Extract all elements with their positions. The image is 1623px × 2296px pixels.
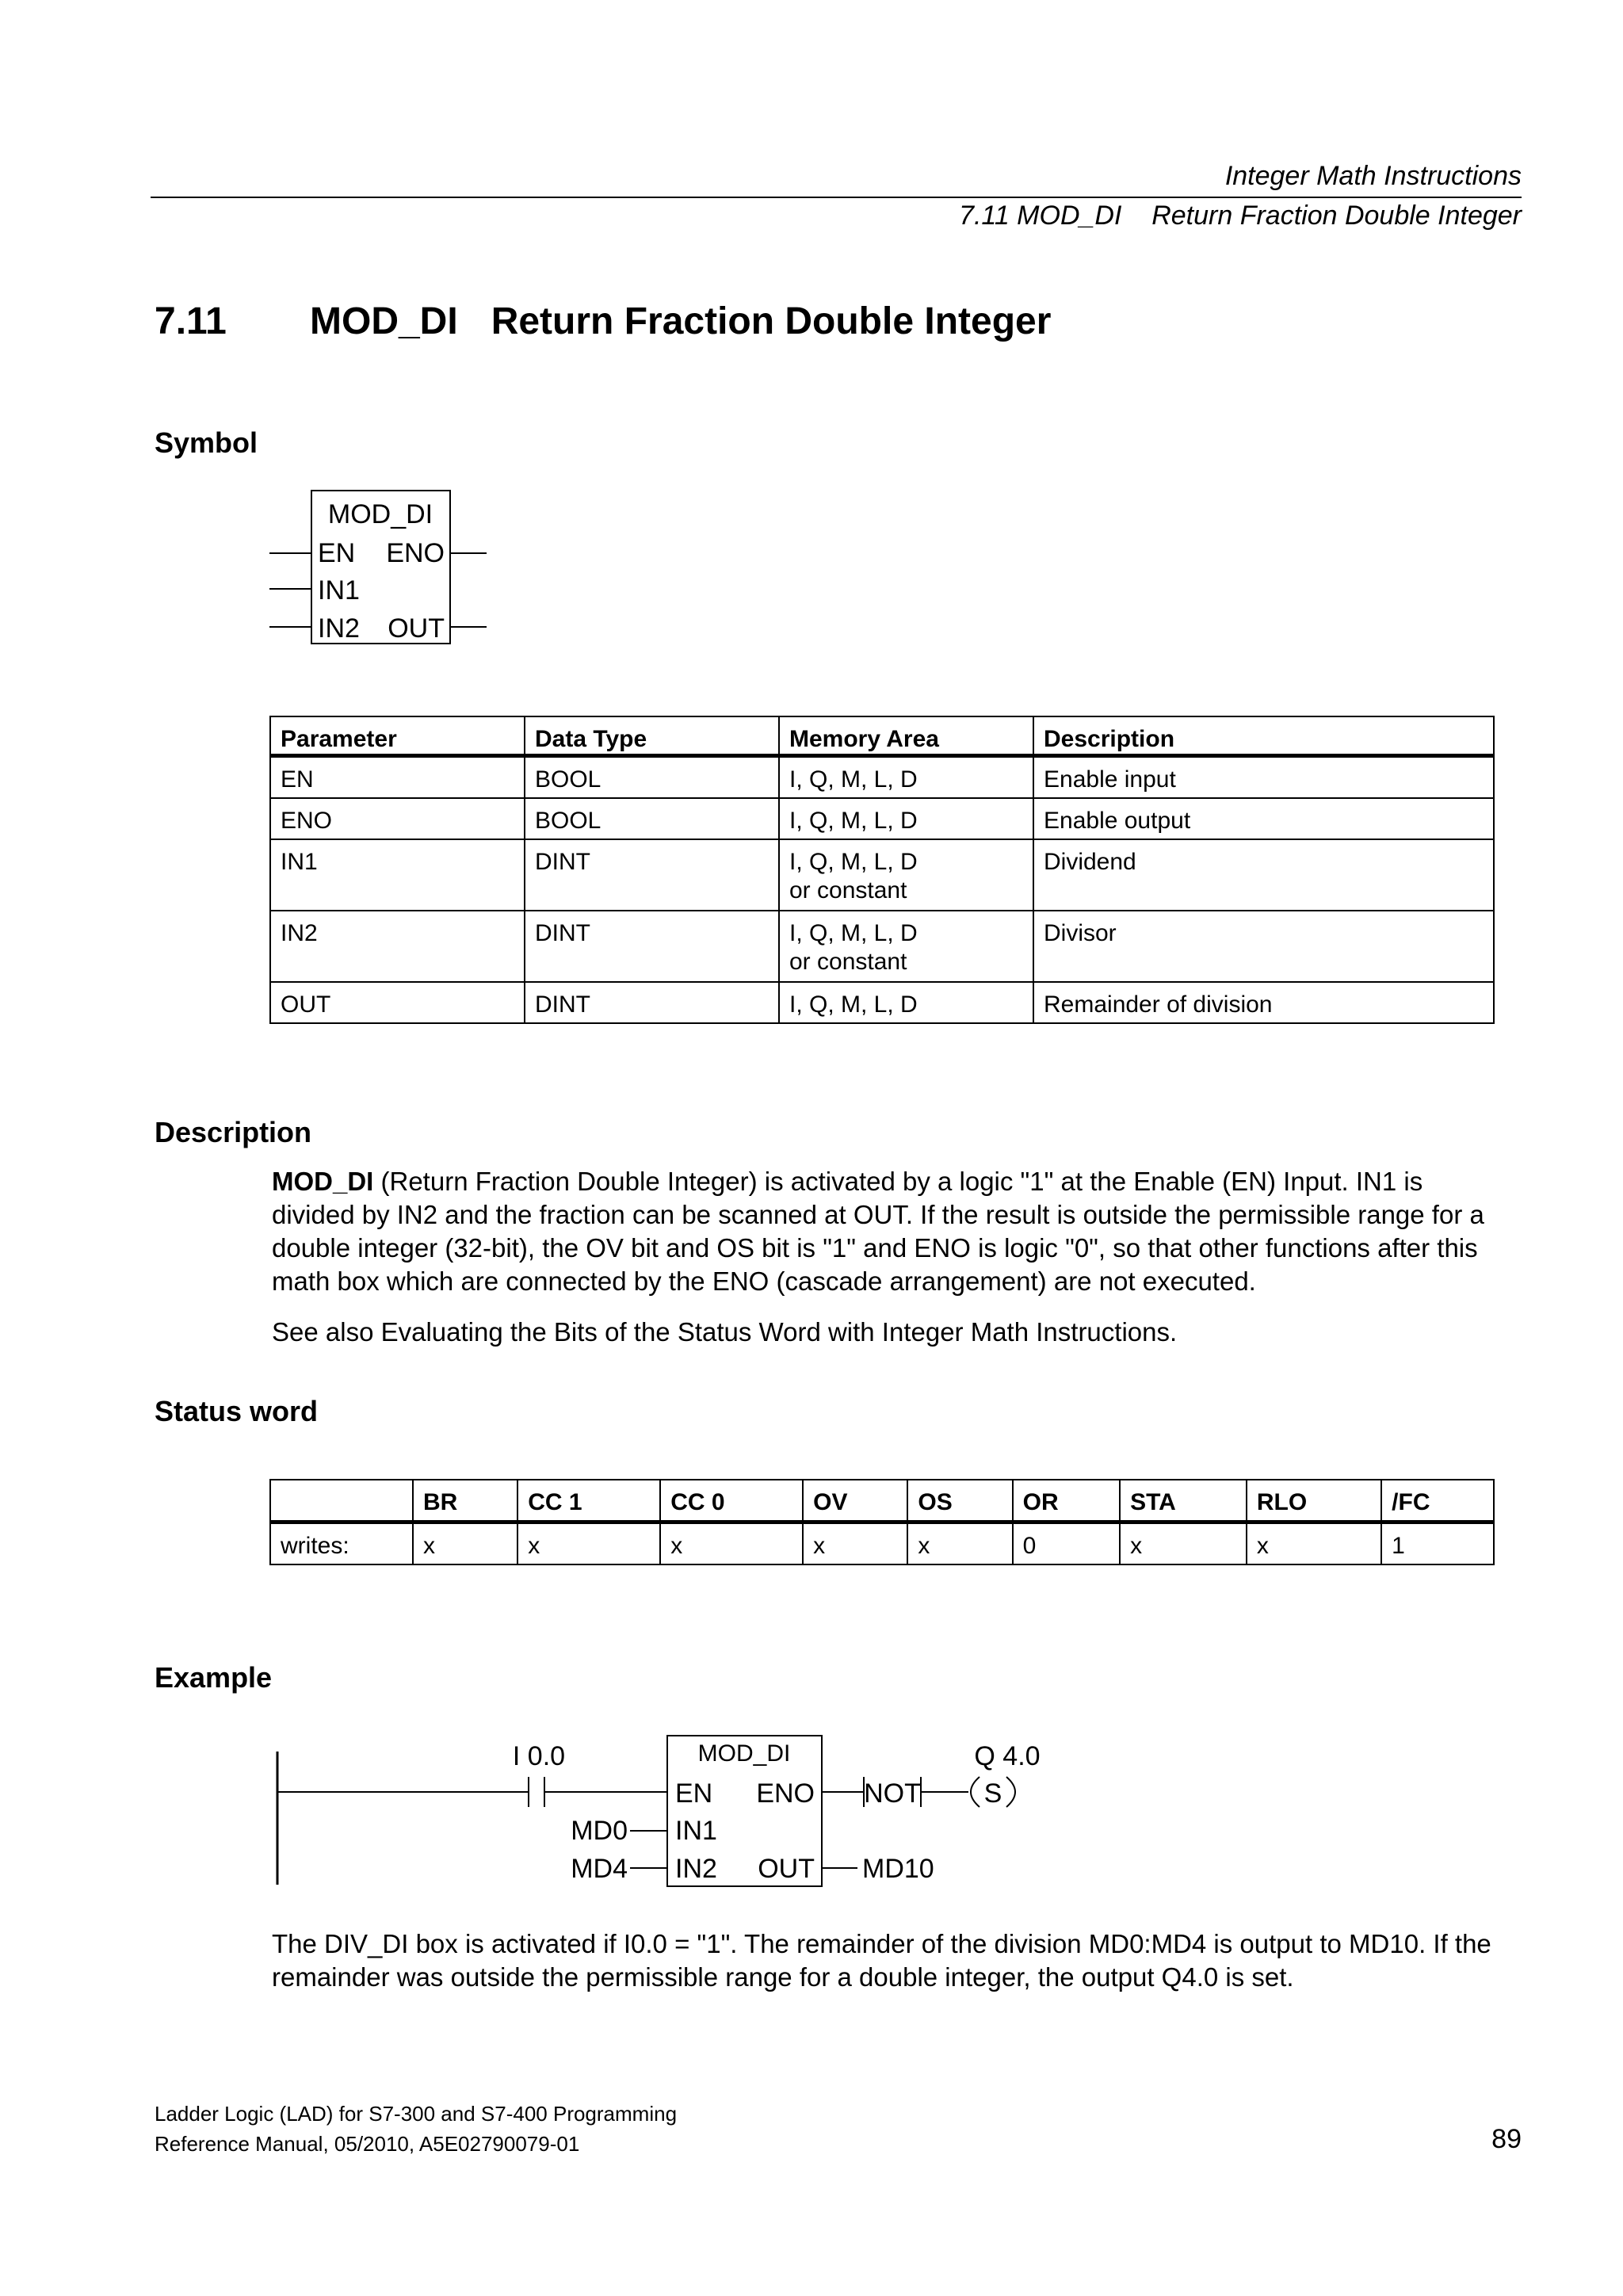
- description-heading: Description: [155, 1116, 312, 1148]
- title-name: Return Fraction Double Integer: [491, 300, 1052, 342]
- parameter-table-cell: I, Q, M, L, D: [779, 756, 1033, 799]
- status-word-cell: 0: [1013, 1522, 1120, 1565]
- parameter-table-header-cell: Memory Area: [779, 716, 1033, 756]
- parameter-table-cell: Divisor: [1033, 911, 1494, 982]
- parameter-table: [269, 716, 1495, 1024]
- coil-right-arc: [1006, 1777, 1015, 1807]
- parameter-table-cell: IN2: [270, 911, 525, 982]
- description-see-also: See also Evaluating the Bits of the Status Word with Integer Math Instructions.: [272, 1317, 1178, 1347]
- coil-left-arc: [971, 1777, 980, 1807]
- status-word-header-row: [270, 1480, 1494, 1522]
- parameter-table-cell: I, Q, M, L, D or constant: [779, 911, 1033, 982]
- parameter-table-cell: BOOL: [525, 798, 779, 839]
- symbol-pin-in2: IN2: [318, 613, 360, 644]
- description-text: (Return Fraction Double Integer) is activated by a logic "1" at the Enable (EN) Input. IN1 is divided by IN2 and the fraction can be scanned at OUT. If the result is outside the permissible range for a double integer (32-bit), the OV bit and OS bit is "1" and ENO is logic "0", so that other functions after this math box which are connected by the ENO (cascade arrangement) are not executed.: [272, 1167, 1484, 1296]
- description-paragraph: [272, 1165, 1508, 1298]
- parameter-table-row: [270, 911, 1494, 982]
- status-word-cell: x: [660, 1522, 803, 1565]
- example-pin-in1: IN1: [675, 1816, 717, 1846]
- coil-type: S: [983, 1778, 1002, 1809]
- parameter-table-cell: OUT: [270, 982, 525, 1023]
- footer-line2: Reference Manual, 05/2010, A5E02790079-01: [155, 2132, 580, 2156]
- status-word-cell: x: [517, 1522, 660, 1565]
- status-word-header-cell: BR: [413, 1480, 517, 1522]
- contact-address: I 0.0: [512, 1741, 566, 1771]
- symbol-diagram: [262, 483, 499, 654]
- status-word-cell: x: [413, 1522, 517, 1565]
- parameter-table-cell: DINT: [525, 911, 779, 982]
- running-header-section: 7.11 MOD_DI Return Fraction Double Integer: [959, 201, 1522, 231]
- symbol-pin-out: OUT: [388, 613, 445, 644]
- status-word-cell: x: [803, 1522, 907, 1565]
- running-header-chapter: Integer Math Instructions: [1224, 161, 1522, 191]
- parameter-table-cell: I, Q, M, L, D: [779, 982, 1033, 1023]
- status-word-cell: x: [1247, 1522, 1381, 1565]
- parameter-table-cell: EN: [270, 756, 525, 799]
- not-label: NOT: [864, 1778, 921, 1809]
- symbol-box-title: MOD_DI: [327, 499, 433, 529]
- in2-operand: MD4: [571, 1854, 628, 1884]
- parameter-table-cell: DINT: [525, 982, 779, 1023]
- parameter-table-cell: I, Q, M, L, D: [779, 798, 1033, 839]
- symbol-pin-eno: ENO: [386, 538, 445, 568]
- parameter-table-cell: I, Q, M, L, D or constant: [779, 839, 1033, 911]
- coil-address: Q 4.0: [974, 1741, 1041, 1771]
- page-number: 89: [1491, 2124, 1522, 2154]
- title-code: MOD_DI: [310, 300, 458, 342]
- status-word-header-cell: OV: [803, 1480, 907, 1522]
- status-word-table: [269, 1479, 1495, 1565]
- page-title: [155, 300, 1051, 343]
- parameter-table-header-row: [270, 716, 1494, 756]
- example-heading: Example: [155, 1661, 273, 1694]
- symbol-pin-in1: IN1: [318, 575, 360, 606]
- example-pin-en: EN: [675, 1778, 713, 1809]
- parameter-table-cell: Enable output: [1033, 798, 1494, 839]
- parameter-table-cell: Dividend: [1033, 839, 1494, 911]
- parameter-table-row: [270, 798, 1494, 839]
- status-word-header-cell: OR: [1013, 1480, 1120, 1522]
- status-word-cell: x: [907, 1522, 1012, 1565]
- status-word-cell: writes:: [270, 1522, 413, 1565]
- status-word-header-cell: RLO: [1247, 1480, 1381, 1522]
- status-word-header-cell: STA: [1120, 1480, 1247, 1522]
- footer-line1: Ladder Logic (LAD) for S7-300 and S7-400 Programming: [155, 2102, 678, 2126]
- parameter-table-cell: IN1: [270, 839, 525, 911]
- status-word-writes-row: [270, 1522, 1494, 1565]
- example-pin-out: OUT: [758, 1854, 815, 1884]
- status-word-cell: 1: [1381, 1522, 1494, 1565]
- parameter-table-header-cell: Parameter: [270, 716, 525, 756]
- out-operand: MD10: [862, 1854, 934, 1884]
- parameter-table-row: [270, 756, 1494, 799]
- parameter-table-row: [270, 982, 1494, 1023]
- in1-operand: MD0: [571, 1816, 628, 1846]
- status-word-header-cell: OS: [907, 1480, 1012, 1522]
- status-word-header-cell: [270, 1480, 413, 1522]
- parameter-table-header-cell: Data Type: [525, 716, 779, 756]
- parameter-table-header-cell: Description: [1033, 716, 1494, 756]
- example-box-title: MOD_DI: [697, 1740, 791, 1767]
- status-word-header-cell: CC 1: [517, 1480, 660, 1522]
- example-pin-in2: IN2: [675, 1854, 717, 1884]
- description-lead: MOD_DI: [272, 1167, 374, 1196]
- section-number: 7.11: [155, 300, 227, 342]
- example-caption: The DIV_DI box is activated if I0.0 = "1". The remainder of the division MD0:MD4 is output to MD10. If the remainder was outside the permissible range for a double integer, the output Q4.0 is set.: [272, 1929, 1491, 1992]
- parameter-table-cell: ENO: [270, 798, 525, 839]
- status-word-header-cell: /FC: [1381, 1480, 1494, 1522]
- parameter-table-cell: Enable input: [1033, 756, 1494, 799]
- example-ladder-diagram: [269, 1728, 1062, 1902]
- header-rule: [151, 197, 1522, 198]
- symbol-pin-en: EN: [318, 538, 356, 568]
- parameter-table-cell: BOOL: [525, 756, 779, 799]
- status-word-cell: x: [1120, 1522, 1247, 1565]
- status-word-header-cell: CC 0: [660, 1480, 803, 1522]
- parameter-table-cell: DINT: [525, 839, 779, 911]
- symbol-heading: Symbol: [155, 426, 258, 459]
- parameter-table-row: [270, 839, 1494, 911]
- status-word-heading: Status word: [155, 1395, 319, 1427]
- example-pin-eno: ENO: [756, 1778, 815, 1809]
- parameter-table-cell: Remainder of division: [1033, 982, 1494, 1023]
